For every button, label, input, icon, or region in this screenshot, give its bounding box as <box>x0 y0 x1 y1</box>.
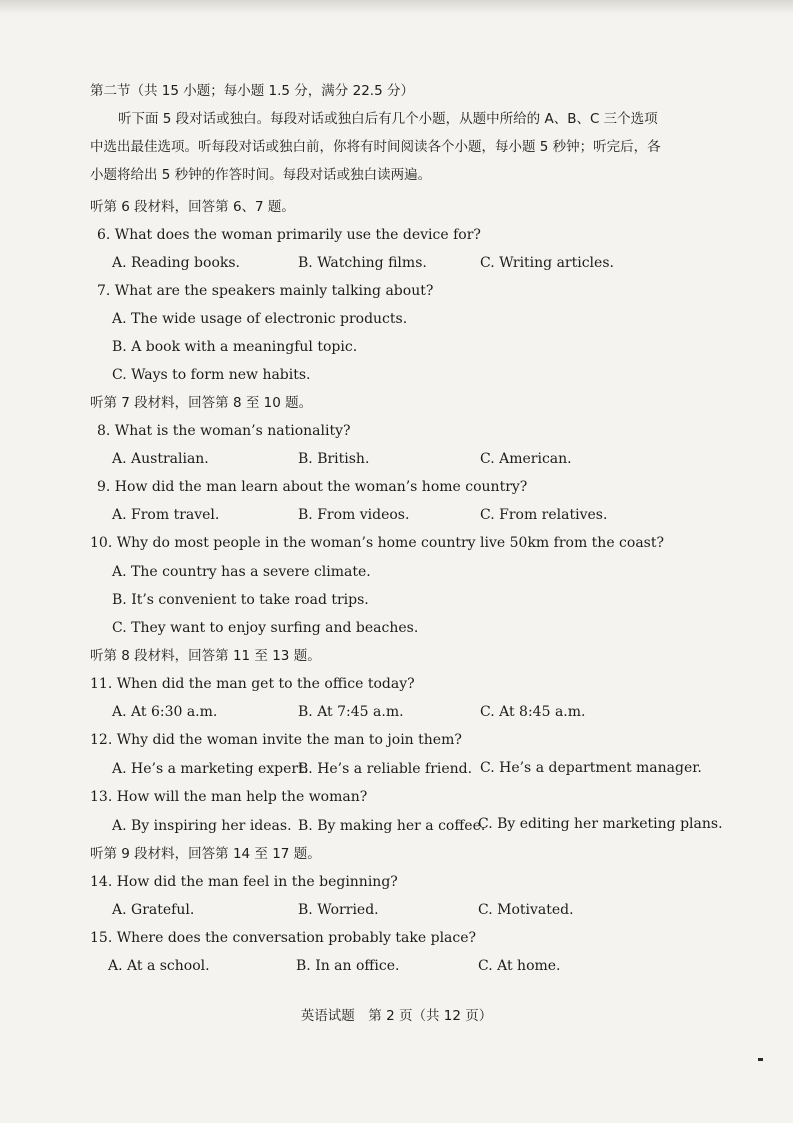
option-c: C. American. <box>480 451 572 467</box>
option-a: A. From travel. <box>112 507 220 523</box>
option-c: C. He’s a department manager. <box>480 760 702 776</box>
option-a: A. He’s a marketing expert. <box>112 761 309 777</box>
question-stem: 15. Where does the conversation probably take place? <box>90 930 477 946</box>
option-a: A. At 6:30 a.m. <box>112 704 218 720</box>
option-a: A. By inspiring her ideas. <box>112 818 292 834</box>
group-intro: 听第 6 段材料，回答第 6、7 题。 <box>90 199 295 215</box>
option-b: B. He’s a reliable friend. <box>298 761 473 777</box>
option-a: A. The country has a severe climate. <box>112 564 371 580</box>
question-stem: 8. What is the woman’s nationality? <box>97 423 351 439</box>
option-a: A. At a school. <box>108 958 210 974</box>
option-c: C. From relatives. <box>480 507 608 523</box>
instructions-line-2: 中选出最佳选项。听每段对话或独白前，你将有时间阅读各个小题，每小题 5 秒钟；听完后，各 <box>90 139 661 155</box>
option-c: C. Writing articles. <box>480 255 614 271</box>
option-c: C. They want to enjoy surfing and beaches. <box>112 620 419 636</box>
option-a: A. Australian. <box>112 451 209 467</box>
option-c: C. Ways to form new habits. <box>112 367 311 383</box>
option-b: B. From videos. <box>298 507 410 523</box>
instructions-line-3: 小题将给出 5 秒钟的作答时间。每段对话或独白读两遍。 <box>90 167 432 183</box>
question-stem: 9. How did the man learn about the woman’s home country? <box>97 479 528 495</box>
option-a: A. Reading books. <box>112 255 240 271</box>
option-b: B. It’s convenient to take road trips. <box>112 592 369 608</box>
question-stem: 11. When did the man get to the office today? <box>90 676 415 692</box>
question-stem: 6. What does the woman primarily use the device for? <box>97 227 481 243</box>
option-b: B. At 7:45 a.m. <box>298 704 404 720</box>
page-footer: 英语试题 第 2 页（共 12 页） <box>300 1008 493 1024</box>
option-b: B. In an office. <box>296 958 400 974</box>
question-stem: 7. What are the speakers mainly talking about? <box>97 283 434 299</box>
option-b: B. British. <box>298 451 370 467</box>
question-stem: 13. How will the man help the woman? <box>90 789 368 805</box>
section-title: 第二节（共 15 小题；每小题 1.5 分，满分 22.5 分） <box>90 83 414 99</box>
option-a: A. Grateful. <box>112 902 195 918</box>
option-c: C. Motivated. <box>478 902 574 918</box>
group-intro: 听第 8 段材料，回答第 11 至 13 题。 <box>90 648 321 664</box>
option-b: B. A book with a meaningful topic. <box>112 339 358 355</box>
group-intro: 听第 9 段材料，回答第 14 至 17 题。 <box>90 846 321 862</box>
option-c: C. At home. <box>478 958 561 974</box>
option-c: C. By editing her marketing plans. <box>478 816 723 832</box>
option-b: B. Watching films. <box>298 255 427 271</box>
option-a: A. The wide usage of electronic products. <box>112 311 408 327</box>
instructions-line-1: 听下面 5 段对话或独白。每段对话或独白后有几个小题，从题中所给的 A、B、C 三个选项 <box>118 111 658 127</box>
group-intro: 听第 7 段材料，回答第 8 至 10 题。 <box>90 395 313 411</box>
question-stem: 12. Why did the woman invite the man to join them? <box>90 732 462 748</box>
option-c: C. At 8:45 a.m. <box>480 704 586 720</box>
question-stem: 10. Why do most people in the woman’s home country live 50km from the coast? <box>90 535 664 551</box>
option-b: B. Worried. <box>298 902 379 918</box>
question-stem: 14. How did the man feel in the beginning? <box>90 874 398 890</box>
option-b: B. By making her a coffee. <box>298 818 486 834</box>
